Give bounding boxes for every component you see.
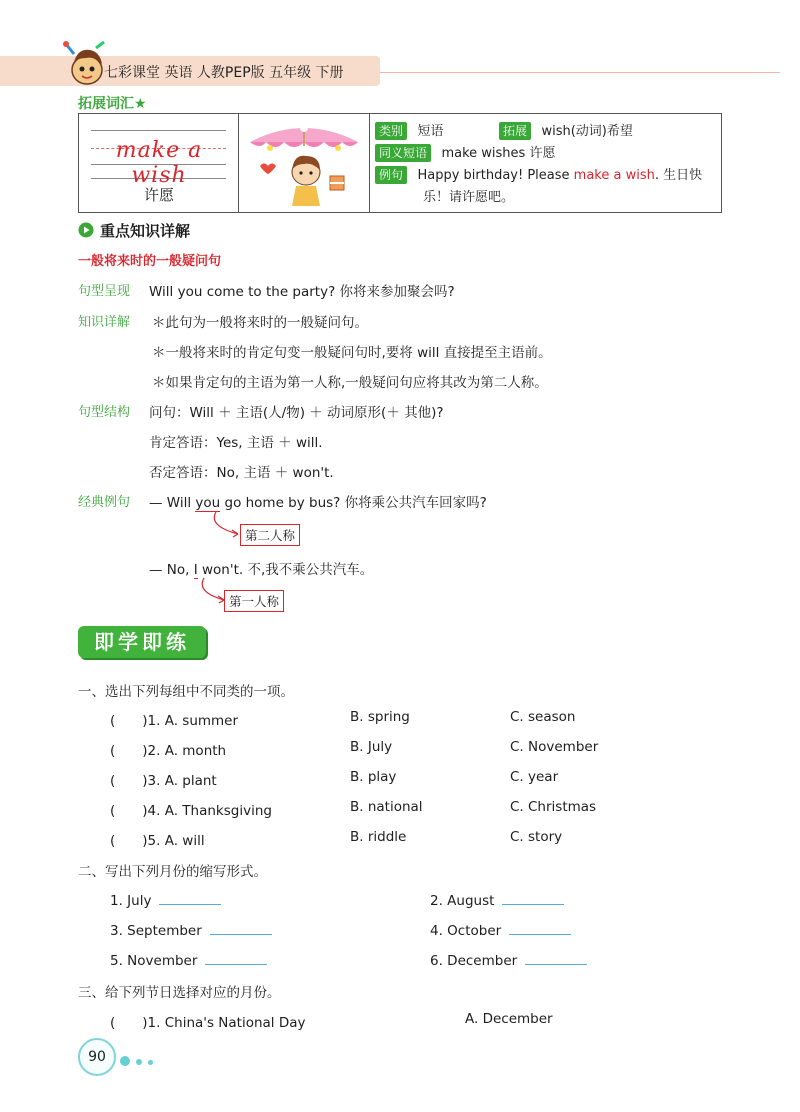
part2-item-label: 2. August (430, 893, 495, 909)
header-title: 七彩课堂 英语 人教PEP版 五年级 下册 (104, 65, 344, 81)
structure-line: 否定答语：No, 主语 ＋ won't. (149, 465, 334, 481)
answer-blank[interactable] (159, 890, 221, 905)
example-answer-i: I (193, 562, 198, 578)
mascot-icon (60, 40, 110, 88)
vocab-synonym-row (375, 142, 555, 162)
part1-q2-a: ( )2. A. month (110, 743, 227, 759)
part2-item-label: 3. September (110, 923, 202, 939)
example-question-post: go home by bus? 你将乘公共汽车回家吗? (220, 495, 487, 511)
page-number: 90 (78, 1038, 116, 1076)
play-icon (78, 222, 94, 238)
part1-q4-b: B. national (350, 799, 423, 815)
tag-synonym: 同义短语 (375, 144, 431, 162)
part3-title: 三、给下列节日选择对应的月份。 (78, 985, 281, 1001)
vocab-example-highlight: make a wish (573, 168, 655, 183)
example-answer (149, 558, 373, 578)
answer-blank[interactable] (210, 920, 272, 935)
tag-extend: 拓展 (499, 122, 531, 140)
part1-q2-b: B. July (350, 739, 393, 755)
structure-line: 问句：Will ＋ 主语(人/物) ＋ 动词原形(＋ 其他)? (149, 405, 444, 421)
vocab-example-pre: Happy birthday! Please (417, 168, 574, 183)
present-sentence: Will you come to the party? 你将来参加聚会吗? (149, 284, 455, 300)
part1-q2-c: C. November (510, 739, 599, 755)
tag-category: 类别 (375, 122, 407, 140)
answer-blank[interactable] (205, 950, 267, 965)
answer-blank[interactable] (509, 920, 571, 935)
part1-q5-a: ( )5. A. will (110, 833, 205, 849)
answer-blank[interactable] (525, 950, 587, 965)
part1-q5-b: B. riddle (350, 829, 407, 845)
part3-option-a: A. December (465, 1011, 553, 1027)
vocab-table (78, 113, 722, 213)
decor-dot (120, 1056, 130, 1066)
vocab-example-line2: 乐！请许愿吧。 (423, 190, 515, 205)
vocab-extend-row (499, 120, 633, 140)
part3-q1: ( )1. China's National Day (110, 1015, 306, 1031)
note-first-person: 第一人称 (224, 590, 284, 612)
example-question (149, 491, 487, 511)
part1-q3-a: ( )3. A. plant (110, 773, 217, 789)
explain-line: ＊此句为一般将来时的一般疑问句。 (152, 315, 368, 331)
vocab-extend: wish(动词)希望 (541, 124, 633, 139)
part1-q1-c: C. season (510, 709, 576, 725)
part1-q3-b: B. play (350, 769, 397, 785)
part1-title: 一、选出下列每组中不同类的一项。 (78, 684, 294, 700)
vocab-category: 短语 (417, 124, 444, 139)
explain-line: ＊一般将来时的肯定句变一般疑问句时,要将 will 直接提至主语前。 (152, 345, 552, 361)
header-rule (380, 72, 780, 73)
part1-q5-c: C. story (510, 829, 563, 845)
note-second-person: 第二人称 (240, 524, 300, 546)
vocab-synonym: make wishes 许愿 (441, 146, 556, 161)
part2-item (430, 950, 587, 969)
vocab-word-meaning: 许愿 (143, 186, 174, 204)
part2-item-label: 6. December (430, 953, 518, 969)
part2-item-label: 5. November (110, 953, 198, 969)
part2-item (110, 890, 221, 909)
part2-item-label: 4. October (430, 923, 502, 939)
part1-q1-b: B. spring (350, 709, 410, 725)
tag-example: 例句 (375, 166, 407, 184)
example-question-you: you (195, 495, 221, 511)
vocab-illustration-cell (238, 114, 370, 212)
structure-line: 肯定答语：Yes, 主语 ＋ will. (149, 435, 323, 451)
part1-q3-c: C. year (510, 769, 559, 785)
part2-item (430, 920, 571, 939)
part2-item-label: 1. July (110, 893, 152, 909)
part1-q1-a: ( )1. A. summer (110, 713, 239, 729)
example-question-pre: — Will (149, 495, 196, 511)
key-points-title: 重点知识详解 (100, 222, 191, 240)
label-example: 经典例句 (78, 495, 131, 510)
girl-making-wish-illustration (246, 120, 362, 208)
label-structure: 句型结构 (78, 405, 131, 420)
part1-q4-c: C. Christmas (510, 799, 597, 815)
decor-dot (148, 1060, 153, 1065)
vocab-example-row (375, 164, 719, 184)
vocab-section-title: 拓展词汇★ (78, 96, 147, 112)
decor-dot (136, 1059, 142, 1065)
part2-title: 二、写出下列月份的缩写形式。 (78, 864, 267, 880)
example-answer-post: won't. 不,我不乘公共汽车。 (197, 562, 374, 578)
handwriting-line (91, 130, 226, 131)
label-explain: 知识详解 (78, 315, 131, 330)
vocab-word: make a wish (115, 138, 203, 188)
part2-item (430, 890, 564, 909)
key-points-subtitle: 一般将来时的一般疑问句 (78, 254, 222, 269)
part2-item (110, 950, 267, 969)
label-present: 句型呈现 (78, 284, 131, 299)
vocab-category-row (375, 120, 443, 140)
part2-item (110, 920, 272, 939)
vocab-word-cell (79, 114, 239, 212)
part1-q4-a: ( )4. A. Thanksgiving (110, 803, 272, 819)
vocab-example-post: . 生日快 (654, 168, 703, 183)
practice-header: 即学即练 (78, 626, 206, 658)
example-answer-pre: — No, (149, 562, 194, 578)
answer-blank[interactable] (502, 890, 564, 905)
explain-line: ＊如果肯定句的主语为第一人称,一般疑问句应将其改为第二人称。 (152, 375, 548, 391)
